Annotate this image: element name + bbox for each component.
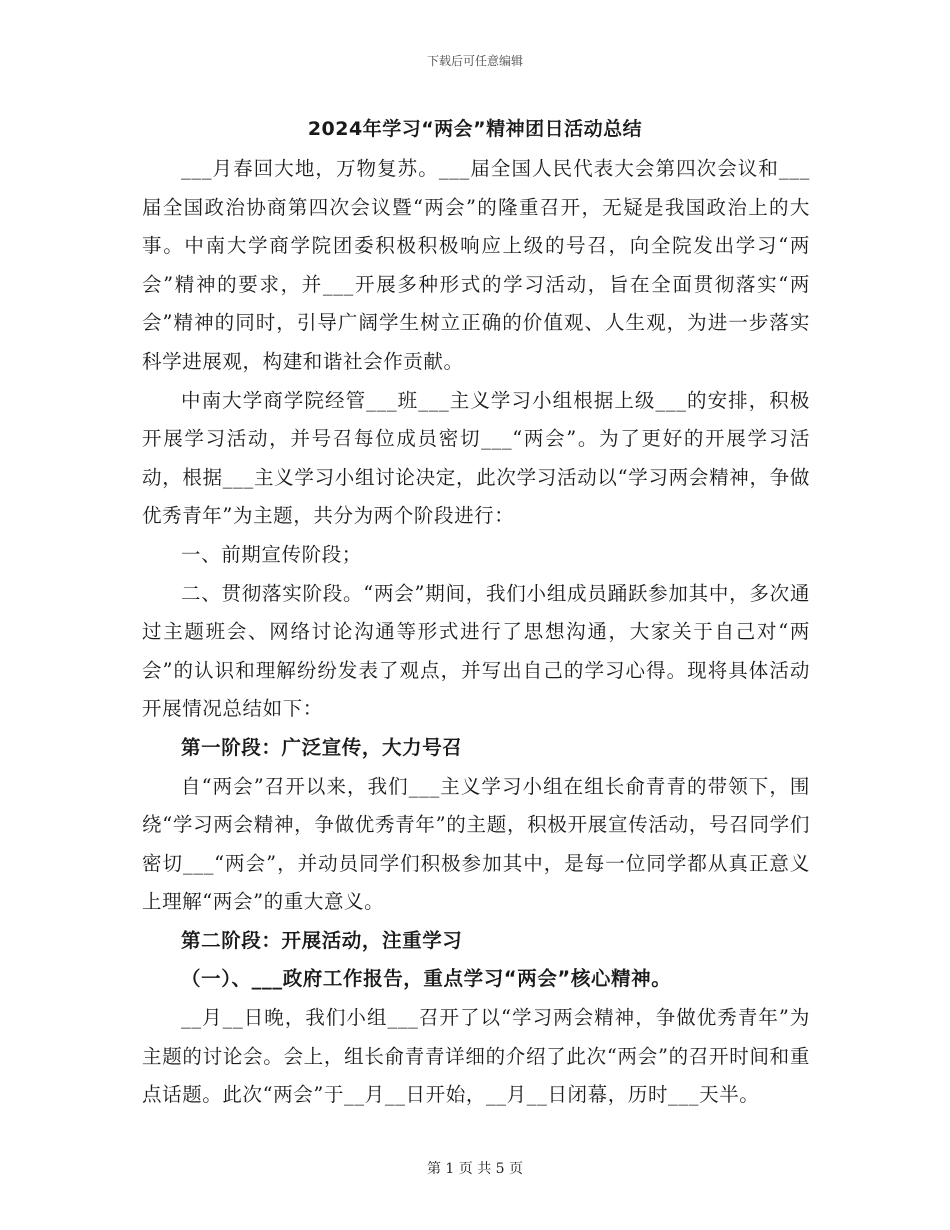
subsection-heading-report: （一）、___政府工作报告，重点学习“两会”核心精神。 [181, 967, 672, 991]
paragraph-stage-two-item: 二、贯彻落实阶段。“两会”期间，我们小组成员踊跃参加其中，多次通过主题班会、网络讨论沟通等形式进行了思想沟通，大家关于自己对“两会”的认识和理解纷纷发表了观点，并写出自己的学习心得。现将具体活动开展情况总结如下： [142, 581, 810, 721]
page-number: 第 1 页 共 5 页 [426, 1161, 524, 1177]
section-heading-phase-two: 第二阶段：开展活动，注重学习 [181, 928, 463, 952]
paragraph-intro: ___月春回大地，万物复苏。___届全国人民代表大会第四次会议和___届全国政治协商第四次会议暨“两会”的隆重召开，无疑是我国政治上的大事。中南大学商学院团委积极积极响应上级的号召，向全院发出学习“两会”精神的要求，并___开展多种形式的学习活动，旨在全面贯彻落实“两会”精神的同时，引导广阔学生树立正确的价值观、人生观，为进一步落实科学进展观，构建和谐社会作贡献。 [142, 157, 810, 373]
paragraph-plan: 中南大学商学院经管___班___主义学习小组根据上级___的安排，积极开展学习活动，并号召每位成员密切___“两会”。为了更好的开展学习活动，根据___主义学习小组讨论决定，此次学习活动以“学习两会精神，争做优秀青年”为主题，共分为两个阶段进行： [142, 388, 810, 528]
header-note: 下载后可任意编辑 [426, 54, 523, 68]
document-body [142, 150, 810, 1115]
paragraph-stage-one-item: 一、前期宣传阶段； [181, 542, 362, 566]
document-title: 2024年学习“两会”精神团日活动总结 [307, 118, 643, 140]
section-heading-phase-one: 第一阶段：广泛宣传，大力号召 [181, 735, 463, 759]
paragraph-phase-one: 自“两会”召开以来，我们___主义学习小组在组长俞青青的带领下，围绕“学习两会精神，争做优秀青年”的主题，积极开展宣传活动，号召同学们密切___“两会”，并动员同学们积极参加其中，是每一位同学都从真正意义上理解“两会”的重大意义。 [142, 774, 810, 914]
paragraph-meeting: __月__日晚，我们小组___召开了以“学习两会精神，争做优秀青年”为主题的讨论会。会上，组长俞青青详细的介绍了此次“两会”的召开时间和重点话题。此次“两会”于__月__日开始，__月__日闭幕，历时___天半。 [142, 1006, 810, 1107]
